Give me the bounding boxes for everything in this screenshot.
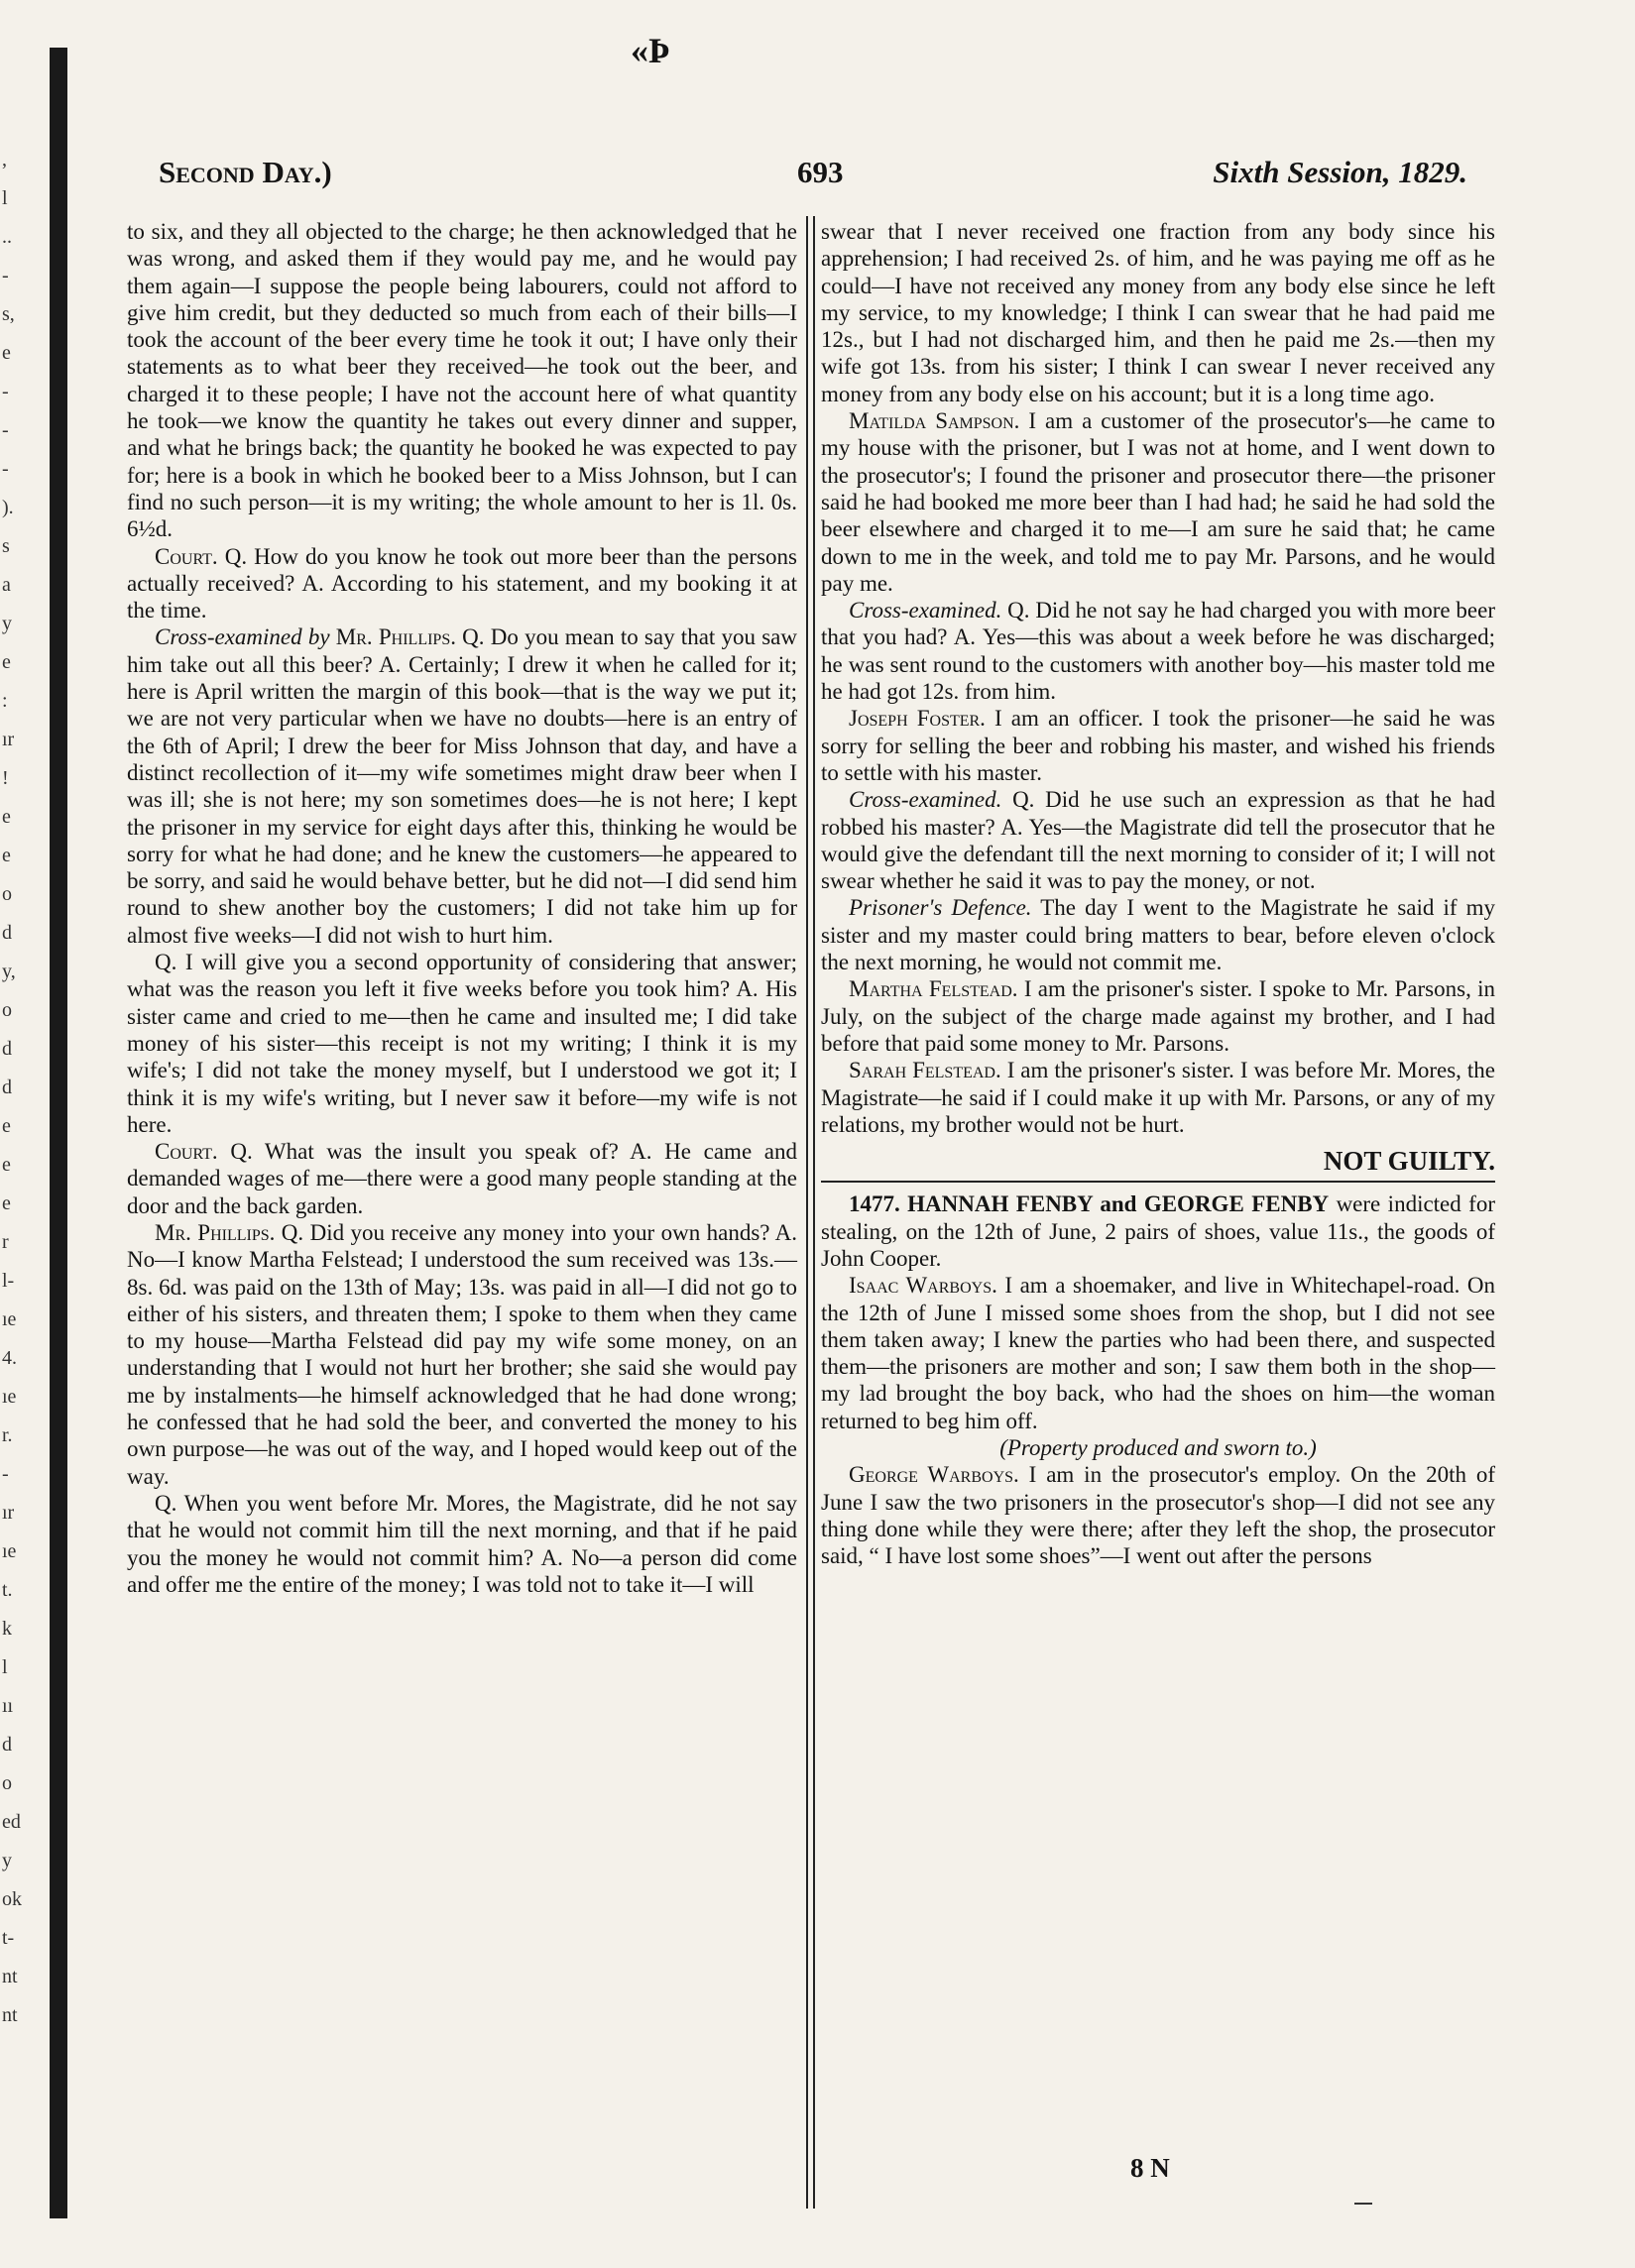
paragraph bbox=[821, 218, 1495, 407]
bleed-mark: ok bbox=[2, 1888, 22, 1910]
bleed-mark: ıı bbox=[2, 1695, 14, 1717]
speaker-name: Joseph Foster. bbox=[849, 706, 986, 732]
paragraph bbox=[127, 543, 797, 624]
paragraph bbox=[821, 1461, 1495, 1569]
paragraph-text: to six, and they all objected to the charge; he then acknowledged that he was wrong, and asked them if they would pay me, and he would pay them again—I suppose the people being labourers, could not afford to give him credit, but they deducted so much from each of their bills—I took the account of the beer every time he took it out; I have only their statements as to what beer they received—he took out the beer, and charged it to these people; I have not the account here of what quantity he took—we know the quantity he takes out every dinner and supper, and what he brings back; the quantity he booked he was expected to pay for; here is a book in which he booked beer to a Miss Johnson, but I can find no such person—it is my writing; the whole amount to her is 1l. 0s. 6½d. bbox=[127, 219, 797, 542]
bleed-mark: - bbox=[2, 381, 9, 402]
running-header bbox=[159, 155, 1467, 200]
speaker-name: Court. bbox=[155, 543, 218, 569]
bleed-mark: d bbox=[2, 1038, 12, 1060]
paragraph bbox=[821, 407, 1495, 597]
bleed-mark: s bbox=[2, 535, 10, 557]
paragraph bbox=[127, 1138, 797, 1219]
bleed-mark: o bbox=[2, 999, 12, 1021]
verdict: NOT GUILTY. bbox=[1323, 1146, 1495, 1177]
header-session: Sixth Session, 1829. bbox=[1213, 155, 1467, 189]
bleed-mark: k bbox=[2, 1618, 12, 1640]
bleed-mark: ır bbox=[2, 1502, 15, 1524]
bleed-mark: ıe bbox=[2, 1540, 17, 1562]
right-column bbox=[821, 218, 1495, 1570]
bleed-mark: e bbox=[2, 845, 11, 866]
bleed-mark: d bbox=[2, 1077, 12, 1098]
paragraph-text: Q. What was the insult you speak of? A. He came and demanded wages of me—there were a good many people standing at the door and the back garden. bbox=[127, 1139, 797, 1218]
bleed-mark: e bbox=[2, 651, 11, 673]
paragraph bbox=[821, 705, 1495, 786]
paragraph-text: Q. Did he use such an expression as that he had robbed his master? A. Yes—the Magistrate did tell the prosecutor that he would give the defendant till the next morning to consider of it; I will not swear whether he said it was to pay the money, or not. bbox=[821, 787, 1495, 894]
bleed-mark: y bbox=[2, 613, 12, 634]
bleed-mark: ıe bbox=[2, 1386, 17, 1408]
bleed-through-margin bbox=[2, 149, 42, 2092]
bleed-mark: l bbox=[2, 1656, 8, 1678]
speaker-italic: Cross-examined by bbox=[155, 624, 330, 650]
paragraph bbox=[127, 1490, 797, 1598]
bleed-mark: - bbox=[2, 458, 9, 480]
left-column bbox=[127, 218, 797, 1598]
bleed-mark: t. bbox=[2, 1579, 13, 1601]
paragraph bbox=[127, 1219, 797, 1490]
paragraph-text: I am a customer of the prosecutor's—he came to my house with the prisoner, but I was not at home, and I went down to the prosecutor's; I found the prisoner and prosecutor there—the prisoner said he had booked me more beer than I had had; he said he had sold the beer elsewhere and charged it to me—I am sure he said that; he came down to me in the week, and told me to pay Mr. Parsons, and he would pay me. bbox=[821, 408, 1495, 596]
paragraph-text: I am a shoemaker, and live in Whitechapel-road. On the 12th of June I missed some shoes from the shop, but I did not see them taken away; I knew the parties who had been there, and suspected them—the prisoners are mother and son; I saw them both in the shop—my lad brought the boy back, who had the shoes on him—the woman returned to beg him off. bbox=[821, 1273, 1495, 1433]
paragraph-text: I am in the prosecutor's employ. On the 20th of June I saw the two prisoners in the prosecutor's shop—I did not see any thing done while they were there; after they left the shop, the prosecutor said, “ I have lost some shoes”—I went out after the persons bbox=[821, 1462, 1496, 1569]
paragraph-text: Q. When you went before Mr. Mores, the Magistrate, did he not say that he would not commit him till the next morning, and that if he paid you the money he would not commit him? A. No—a person did come and offer me the entire of the money; I was told not to take it—I will bbox=[127, 1490, 797, 1597]
bleed-mark: o bbox=[2, 883, 12, 905]
paragraph-text: Q. Did he not say he had charged you with more beer that you had? A. Yes—this was about a week before he was discharged; he was sent round to the customers with another boy—his master told me he had got 12s. from him. bbox=[821, 598, 1495, 705]
bleed-mark: y, bbox=[2, 961, 16, 982]
signature-mark: 8 N bbox=[1130, 2153, 1170, 2183]
bleed-mark: r. bbox=[2, 1424, 13, 1446]
bleed-mark: d bbox=[2, 922, 12, 944]
speaker-name: Isaac Warboys. bbox=[849, 1273, 997, 1299]
bleed-mark: e bbox=[2, 1192, 11, 1214]
footer-dash bbox=[1354, 2203, 1372, 2205]
bleed-mark: a bbox=[2, 574, 11, 596]
paragraph-text: Q. I will give you a second opportunity of considering that answer; what was the reason you left it five weeks before you took him? A. His sister came and cried to me—then he came and insulted me; I did take money of his sister—this receipt is not my writing; I think it is my wife's; I did not take the money myself, but I understood we got it; I think it is my wife's writing, but I never saw it before—my wife is not here. bbox=[127, 950, 797, 1137]
bleed-mark: nt bbox=[2, 2004, 18, 2026]
bleed-mark: - bbox=[2, 1463, 9, 1485]
speaker-italic: Cross-examined. bbox=[849, 787, 1002, 813]
right-column-testimony-b bbox=[821, 1272, 1495, 1434]
bleed-mark: 4. bbox=[2, 1347, 17, 1369]
bleed-mark: ıe bbox=[2, 1308, 17, 1330]
bleed-mark: : bbox=[2, 690, 8, 712]
bleed-mark: l bbox=[2, 187, 8, 209]
paragraph bbox=[821, 1272, 1495, 1434]
speaker-name: Martha Felstead. bbox=[849, 976, 1018, 1002]
bleed-mark: nt bbox=[2, 1966, 18, 1987]
bleed-mark: ). bbox=[2, 497, 14, 518]
paragraph-text: Q. Did you receive any money into your own hands? A. No—I know Martha Felstead; I understood the sum received was 13s.—8s. 6d. was paid on the 13th of May; 13s. was paid in all—I did not go to either of his sisters, and threaten them; I spoke to them when they came to my house—Martha Felstead did pay my wife some money, on an understanding that I would not hurt her brother; she said she would pay me by instalments—he himself acknowledged that he had done wrong; he confessed that he had sold the beer, and converted the money to his own purpose—he was out of the way, and I hoped would keep out of the way. bbox=[127, 1219, 798, 1489]
paragraph bbox=[821, 975, 1495, 1057]
speaker-name: George Warboys. bbox=[849, 1462, 1019, 1488]
bleed-mark: y bbox=[2, 1850, 12, 1871]
case-charge: were indicted for stealing, on the 12th of June, 2 pairs of shoes, value 11s., the goods of John Cooper. bbox=[821, 1191, 1496, 1271]
bleed-mark: e bbox=[2, 342, 11, 364]
paragraph-text: Q. How do you know he took out more beer than the persons actually received? A. According to his statement, and my booking it at the time. bbox=[127, 543, 797, 624]
speaker-name: Court. bbox=[155, 1139, 218, 1165]
page-number: 693 bbox=[797, 155, 844, 189]
bleed-mark: e bbox=[2, 1154, 11, 1176]
bleed-mark: - bbox=[2, 419, 9, 441]
bleed-mark: t- bbox=[2, 1927, 15, 1949]
speaker-name: Matilda Sampson. bbox=[849, 408, 1020, 434]
column-divider bbox=[806, 216, 815, 2209]
paragraph bbox=[821, 597, 1495, 705]
top-mark: «Þ bbox=[631, 31, 670, 70]
bleed-mark: , bbox=[2, 149, 7, 170]
bleed-mark: e bbox=[2, 806, 11, 828]
property-note: (Property produced and sworn to.) bbox=[999, 1435, 1317, 1461]
bleed-mark: e bbox=[2, 1115, 11, 1137]
case-indictment bbox=[821, 1191, 1495, 1272]
paragraph bbox=[127, 624, 797, 949]
bleed-mark: .. bbox=[2, 226, 12, 248]
paragraph-text: The day I went to the Magistrate he said if my sister and my master could bring matters to bear, before eleven o'clock the next morning, he would not commit me. bbox=[821, 895, 1495, 975]
bleed-mark: ! bbox=[2, 767, 9, 789]
bleed-mark: l- bbox=[2, 1270, 15, 1292]
bleed-mark: d bbox=[2, 1734, 12, 1756]
paragraph-text: I am an officer. I took the prisoner—he said he was sorry for selling the beer and robbing his master, and wished his friends to settle with his master. bbox=[821, 706, 1495, 785]
header-day: Second Day.) bbox=[159, 155, 332, 189]
bleed-mark: ır bbox=[2, 729, 15, 750]
speaker-italic: Cross-examined. bbox=[849, 598, 1002, 624]
paragraph-text: I am the prisoner's sister. I spoke to Mr. Parsons, in July, on the subject of the charge made against my brother, and I had before that paid some money to Mr. Parsons. bbox=[821, 976, 1495, 1056]
bleed-mark: - bbox=[2, 265, 9, 286]
bleed-mark: r bbox=[2, 1231, 9, 1253]
right-column-testimony-c bbox=[821, 1461, 1495, 1569]
bleed-mark: o bbox=[2, 1772, 12, 1794]
paragraph bbox=[127, 949, 797, 1138]
paragraph-text: Q. Do you mean to say that you saw him take out all this beer? A. Certainly; I drew it when he called for it; here is April written the margin of this book—that is the way we put it; we are not very particular when we have no doubts—here is an entry of the 6th of April; I drew the beer for Miss Johnson that day, and have a distinct recollection of it—my wife sometimes might draw beer when I was ill; she is not here; my son sometimes does—he is not here; I kept the prisoner in my service for eight days after this, thinking he would be sorry for what he had done; and he knew the customers—he appeared to be sorry, and said he would behave better, but he did not—I did send him round to shew another boy the customers; I did not take him up for almost five weeks—I did not wish to hurt him. bbox=[127, 624, 797, 948]
paragraph bbox=[821, 786, 1495, 894]
paragraph-text: I am the prisoner's sister. I was before Mr. Mores, the Magistrate—he said if I could make it up with Mr. Parsons, or any of my relations, my brother would not be hurt. bbox=[821, 1058, 1495, 1137]
case-separator bbox=[821, 1181, 1495, 1183]
paragraph bbox=[821, 894, 1495, 975]
binding-gutter bbox=[50, 48, 67, 2218]
paragraph bbox=[127, 218, 797, 543]
speaker-italic: Prisoner's Defence. bbox=[849, 895, 1032, 921]
bleed-mark: ed bbox=[2, 1811, 21, 1833]
speaker-name: Mr. Phillips. bbox=[329, 624, 456, 650]
right-column-testimony bbox=[821, 218, 1495, 1138]
speaker-name: Sarah Felstead. bbox=[849, 1058, 1001, 1083]
paragraph bbox=[821, 1057, 1495, 1138]
case-heading: 1477. HANNAH FENBY and GEORGE FENBY bbox=[849, 1191, 1330, 1217]
speaker-name: Mr. Phillips. bbox=[155, 1219, 276, 1245]
paragraph-text: swear that I never received one fraction from any body since his apprehension; I had received 2s. of him, and he was paying me off as he could—I have not received any money from any body else since he left my service, to my knowledge; I think I can swear that he had paid me 12s., but I had not discharged him, and then he paid me 2s.—then my wife got 13s. from his sister; I think I can swear I never received any money from any body else on his account; but it is a long time ago. bbox=[821, 219, 1495, 406]
bleed-mark: s, bbox=[2, 303, 15, 325]
